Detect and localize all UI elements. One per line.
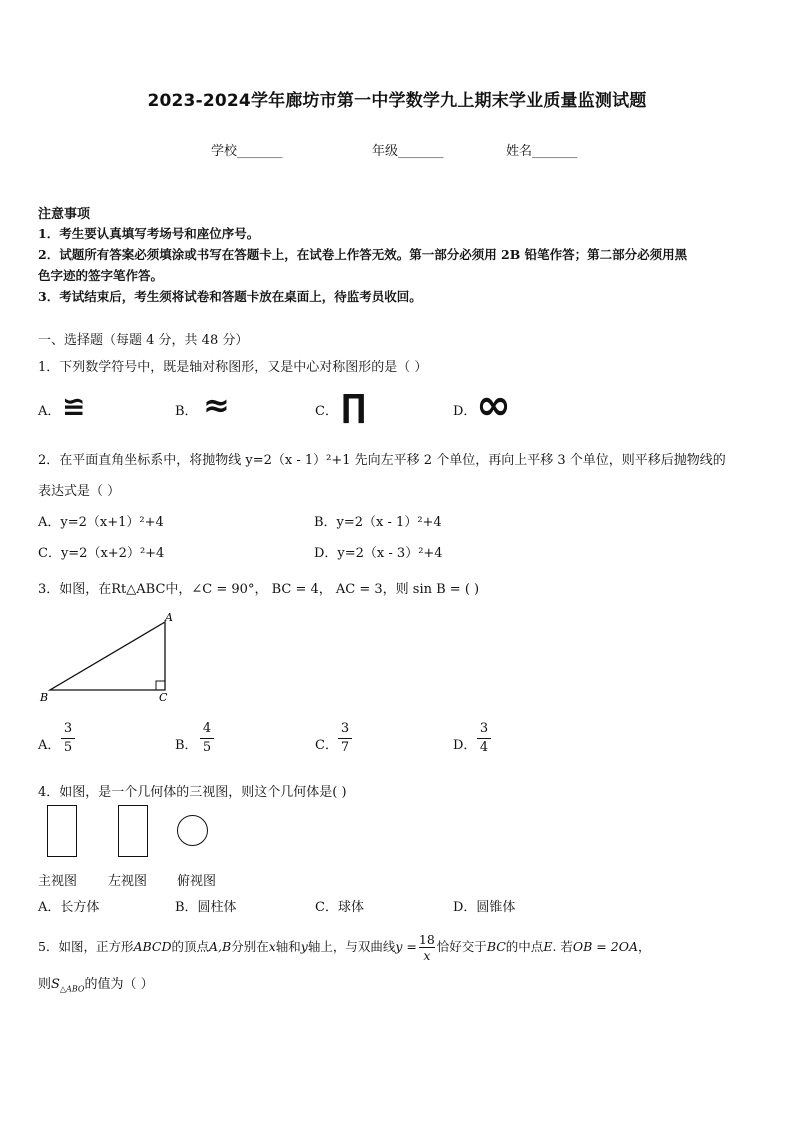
- question-2-stem-cont: 表达式是（ ）: [38, 484, 121, 499]
- q3-option-c-label: C．: [315, 738, 338, 753]
- q5-text: . 若: [552, 939, 573, 954]
- q3-option-c-fraction: [338, 721, 352, 756]
- q3-option-d-label: D．: [453, 738, 477, 753]
- product-symbol: ∏: [341, 387, 367, 425]
- vertex-b-label: B: [40, 691, 49, 704]
- numerator: 3: [340, 721, 350, 736]
- q5-segment: BC: [486, 939, 506, 954]
- approx-symbol: ≈: [203, 386, 230, 424]
- section-heading: 一、选择题（每题 4 分，共 48 分）: [38, 333, 249, 348]
- paper-title: 2023-2024学年廊坊市第一中学数学九上期末学业质量监测试题: [147, 91, 647, 111]
- q1-option-d-label: D．: [453, 404, 477, 419]
- q3-option-b-fraction: [200, 721, 214, 756]
- q2-option-d: D．y=2（x - 3）²+4: [314, 546, 443, 561]
- q5-area-symbol: S: [51, 977, 60, 992]
- side-view-caption: 左视图: [108, 874, 148, 889]
- denominator: x: [423, 948, 431, 963]
- q5-x-axis: x: [268, 939, 276, 954]
- congruent-symbol: ≌: [62, 390, 86, 423]
- grade-field[interactable]: 年级_______: [372, 144, 444, 159]
- q4-option-a: A．长方体: [38, 900, 100, 915]
- question-4-stem: 4．如图，是一个几何体的三视图，则这个几何体是( ): [38, 785, 347, 800]
- question-5-stem: [38, 932, 651, 963]
- q5-text: 轴和: [275, 939, 301, 954]
- numerator: 3: [63, 721, 73, 736]
- front-view-caption: 主视图: [38, 874, 78, 889]
- q2-option-c: C．y=2（x+2）²+4: [38, 546, 165, 561]
- q5-y-axis: y: [300, 939, 308, 954]
- triangle-abc: [50, 622, 165, 690]
- numerator: 3: [479, 721, 489, 736]
- q5-text: 的顶点: [171, 939, 210, 954]
- q3-option-d-fraction: [477, 721, 491, 756]
- q5-area-subscript: △ABO: [59, 984, 85, 994]
- right-angle-mark: [156, 681, 165, 690]
- note-item: 3．考试结束后，考生须将试卷和答题卡放在桌面上，待监考员收回。: [38, 289, 422, 304]
- q5-text: 的中点: [505, 939, 544, 954]
- denominator: 5: [63, 740, 73, 755]
- q5-condition: OB = 2OA: [572, 939, 638, 954]
- notes-heading: 注意事项: [38, 207, 91, 222]
- vertex-a-label: A: [165, 611, 173, 624]
- q1-option-c-label: C．: [315, 404, 338, 419]
- denominator: 4: [479, 740, 489, 755]
- q3-option-a-label: A．: [38, 738, 61, 753]
- q4-option-c: C．球体: [315, 900, 364, 915]
- q5-text: 分别在: [231, 939, 269, 954]
- q2-option-b: B．y=2（x - 1）²+4: [314, 515, 442, 530]
- right-triangle-figure: [38, 610, 188, 710]
- q5-y-equals: y =: [395, 939, 417, 954]
- q5-text: 轴上，与双曲线: [307, 939, 396, 954]
- q3-option-b-label: B．: [175, 738, 198, 753]
- q5-text: 恰好交于: [436, 939, 487, 954]
- q5-text: 则: [38, 977, 52, 992]
- note-item: 1．考生要认真填写考场号和座位序号。: [38, 226, 260, 241]
- q5-point: E: [543, 939, 553, 954]
- denominator: 7: [340, 740, 350, 755]
- school-field[interactable]: 学校_______: [211, 144, 283, 159]
- question-5-stem-cont: [38, 973, 154, 994]
- q4-option-d: D．圆锥体: [453, 900, 516, 915]
- q1-option-b-label: B．: [175, 404, 198, 419]
- numerator: 4: [202, 721, 212, 736]
- front-view-rectangle: [47, 805, 77, 857]
- note-item: 2．试题所有答案必须填涂或书写在答题卡上，在试卷上作答无效。第一部分必须用 2B 铅笔作答；第二部分必须用黑: [38, 247, 688, 262]
- q5-vertices: A,B: [209, 939, 232, 954]
- question-3-stem: 3．如图，在Rt△ABC中，∠C = 90°， BC = 4， AC = 3，则 sin B = ( ): [38, 582, 480, 597]
- side-view-rectangle: [118, 805, 148, 857]
- q1-option-a-label: A．: [38, 404, 61, 419]
- q2-option-a: A．y=2（x+1）²+4: [38, 515, 164, 530]
- vertex-c-label: C: [159, 691, 168, 704]
- question-1-stem: 1．下列数学符号中，既是轴对称图形，又是中心对称图形的是（ ）: [38, 360, 428, 375]
- q5-text: 5．如图，正方形: [38, 939, 134, 954]
- top-view-circle: [177, 815, 208, 846]
- q4-option-b: B．圆柱体: [175, 900, 237, 915]
- numerator: 18: [418, 932, 435, 947]
- name-field[interactable]: 姓名_______: [506, 144, 578, 159]
- infinity-symbol: ∞: [476, 380, 511, 429]
- top-view-caption: 俯视图: [177, 874, 217, 889]
- q3-option-a-fraction: [61, 721, 75, 756]
- q5-text: 的值为（ ）: [84, 977, 154, 992]
- note-item: 色字迹的签字笔作答。: [38, 268, 164, 283]
- q5-text: ，: [637, 939, 651, 954]
- question-2-stem: 2．在平面直角坐标系中，将抛物线 y=2（x - 1）²+1 先向左平移 2 个单位，再向上平移 3 个单位，则平移后抛物线的: [38, 453, 726, 468]
- q5-hyperbola-fraction: [419, 932, 435, 963]
- denominator: 5: [202, 740, 212, 755]
- q5-square-name: ABCD: [133, 939, 172, 954]
